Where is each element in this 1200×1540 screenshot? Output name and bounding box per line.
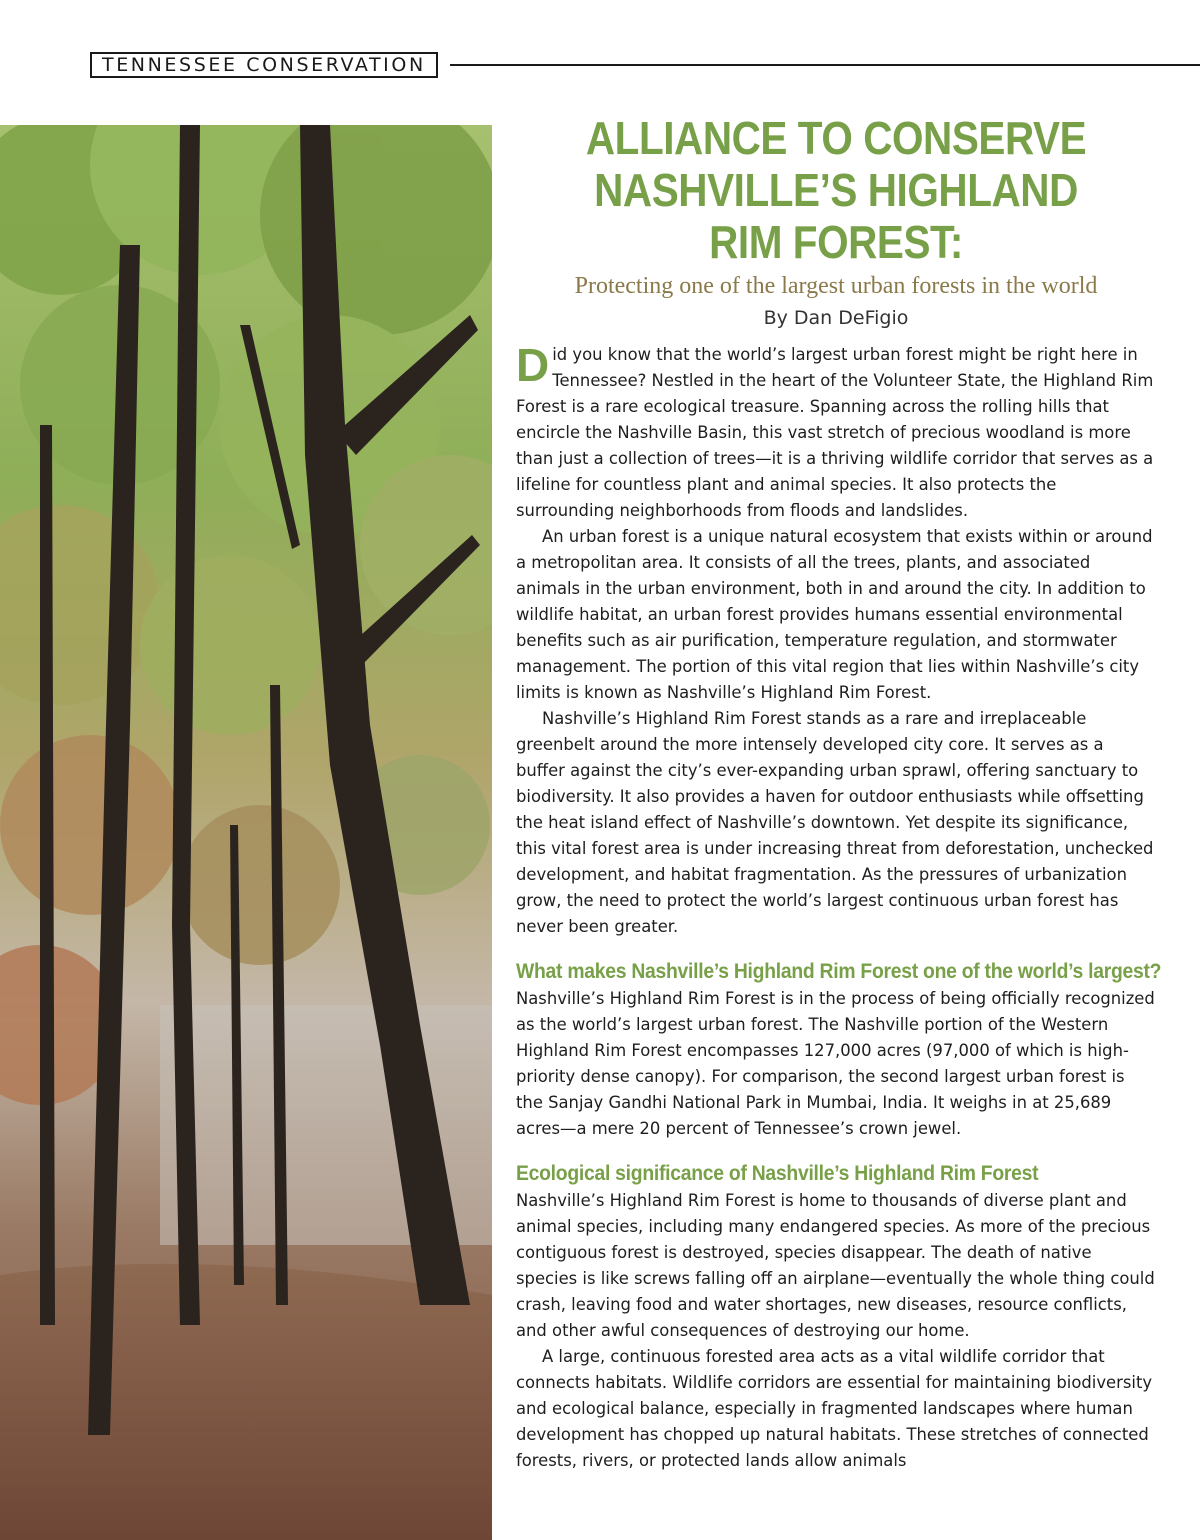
header-rule [450, 64, 1200, 66]
paragraph-4: Nashville’s Highland Rim Forest is in the process of being officially recognized as the world’s largest urban forest. The Nashville portion of the Western Highland Rim Forest encompasses 127,000 acres (97,000 of which is high-priority dense canopy). For comparison, the second largest urban forest is the Sanjay Gandhi National Park in Mumbai, India. It weighs in at 25,689 acres—a mere 20 percent of Tennessee’s crown jewel. [516, 989, 1155, 1138]
drop-cap: D [516, 339, 550, 391]
section-heading-ecological: Ecological significance of Nashville’s Highland Rim Forest [516, 1161, 1039, 1185]
intro-text: id you know that the world’s largest urban forest might be right here in Tennessee? Nestled in the heart of the Volunteer State, the Highland Rim Forest is a rare ecological treasure. Spanning across the rolling hills that encircle the Nashville Basin, this vast stretch of precious woodland is more than just a collection of trees—it is a thriving wildlife corridor that serves as a lifeline for countless plant and animal species. It also protects the surrounding neighborhoods from floods and landslides. [516, 345, 1154, 520]
article-byline: By Dan DeFigio [763, 307, 909, 329]
article [516, 112, 1162, 1474]
section-heading-largest: What makes Nashville’s Highland Rim Forest one of the world’s largest? [516, 959, 1162, 983]
paragraph-3: Nashville’s Highland Rim Forest stands as a rare and irreplaceable greenbelt around the more intensely developed city core. It serves as a buffer against the city’s ever-expanding urban sprawl, offering sanctuary to biodiversity. It also provides a haven for outdoor enthusiasts while offsetting the heat island effect of Nashville’s downtown. Yet despite its significance, this vital forest area is under increasing threat from deforestation, unchecked development, and habitat fragmentation. As the pressures of urbanization grow, the need to protect the world’s largest continuous urban forest has never been greater. [516, 709, 1154, 936]
article-body [516, 339, 1162, 1474]
article-subtitle: Protecting one of the largest urban forests in the world [574, 273, 1098, 299]
paragraph-6: A large, continuous forested area acts as a vital wildlife corridor that connects habitats. Wildlife corridors are essential for maintaining biodiversity and ecological balance, especially in fragmented landscapes where human development has chopped up natural habitats. These stretches of connected forests, rivers, or protected lands allow animals [516, 1347, 1153, 1470]
section-label [90, 52, 438, 78]
intro-paragraph [516, 339, 1156, 524]
paragraph-5: Nashville’s Highland Rim Forest is home to thousands of diverse plant and animal species, including many endangered species. As more of the precious contiguous forest is destroyed, species disappear. The death of native species is like screws falling off an airplane—eventually the whole thing could crash, leaving food and water shortages, new diseases, resource conflicts, and other awful consequences of destroying our home. [516, 1191, 1155, 1340]
article-title: ALLIANCE TO CONSERVE NASHVILLE’S HIGHLAND RIM FOREST: [585, 112, 1087, 268]
paragraph-2: An urban forest is a unique natural ecosystem that exists within or around a metropolitan area. It consists of all the trees, plants, and associated animals in the urban environment, both in and around the city. In addition to wildlife habitat, an urban forest provides humans essential environmental benefits such as air purification, temperature regulation, and stormwater management. The portion of this vital region that lies within Nashville’s city limits is known as Nashville’s Highland Rim Forest. [516, 527, 1153, 702]
forest-photo [0, 125, 492, 1540]
section-label-text: TENNESSEE CONSERVATION [102, 54, 426, 76]
